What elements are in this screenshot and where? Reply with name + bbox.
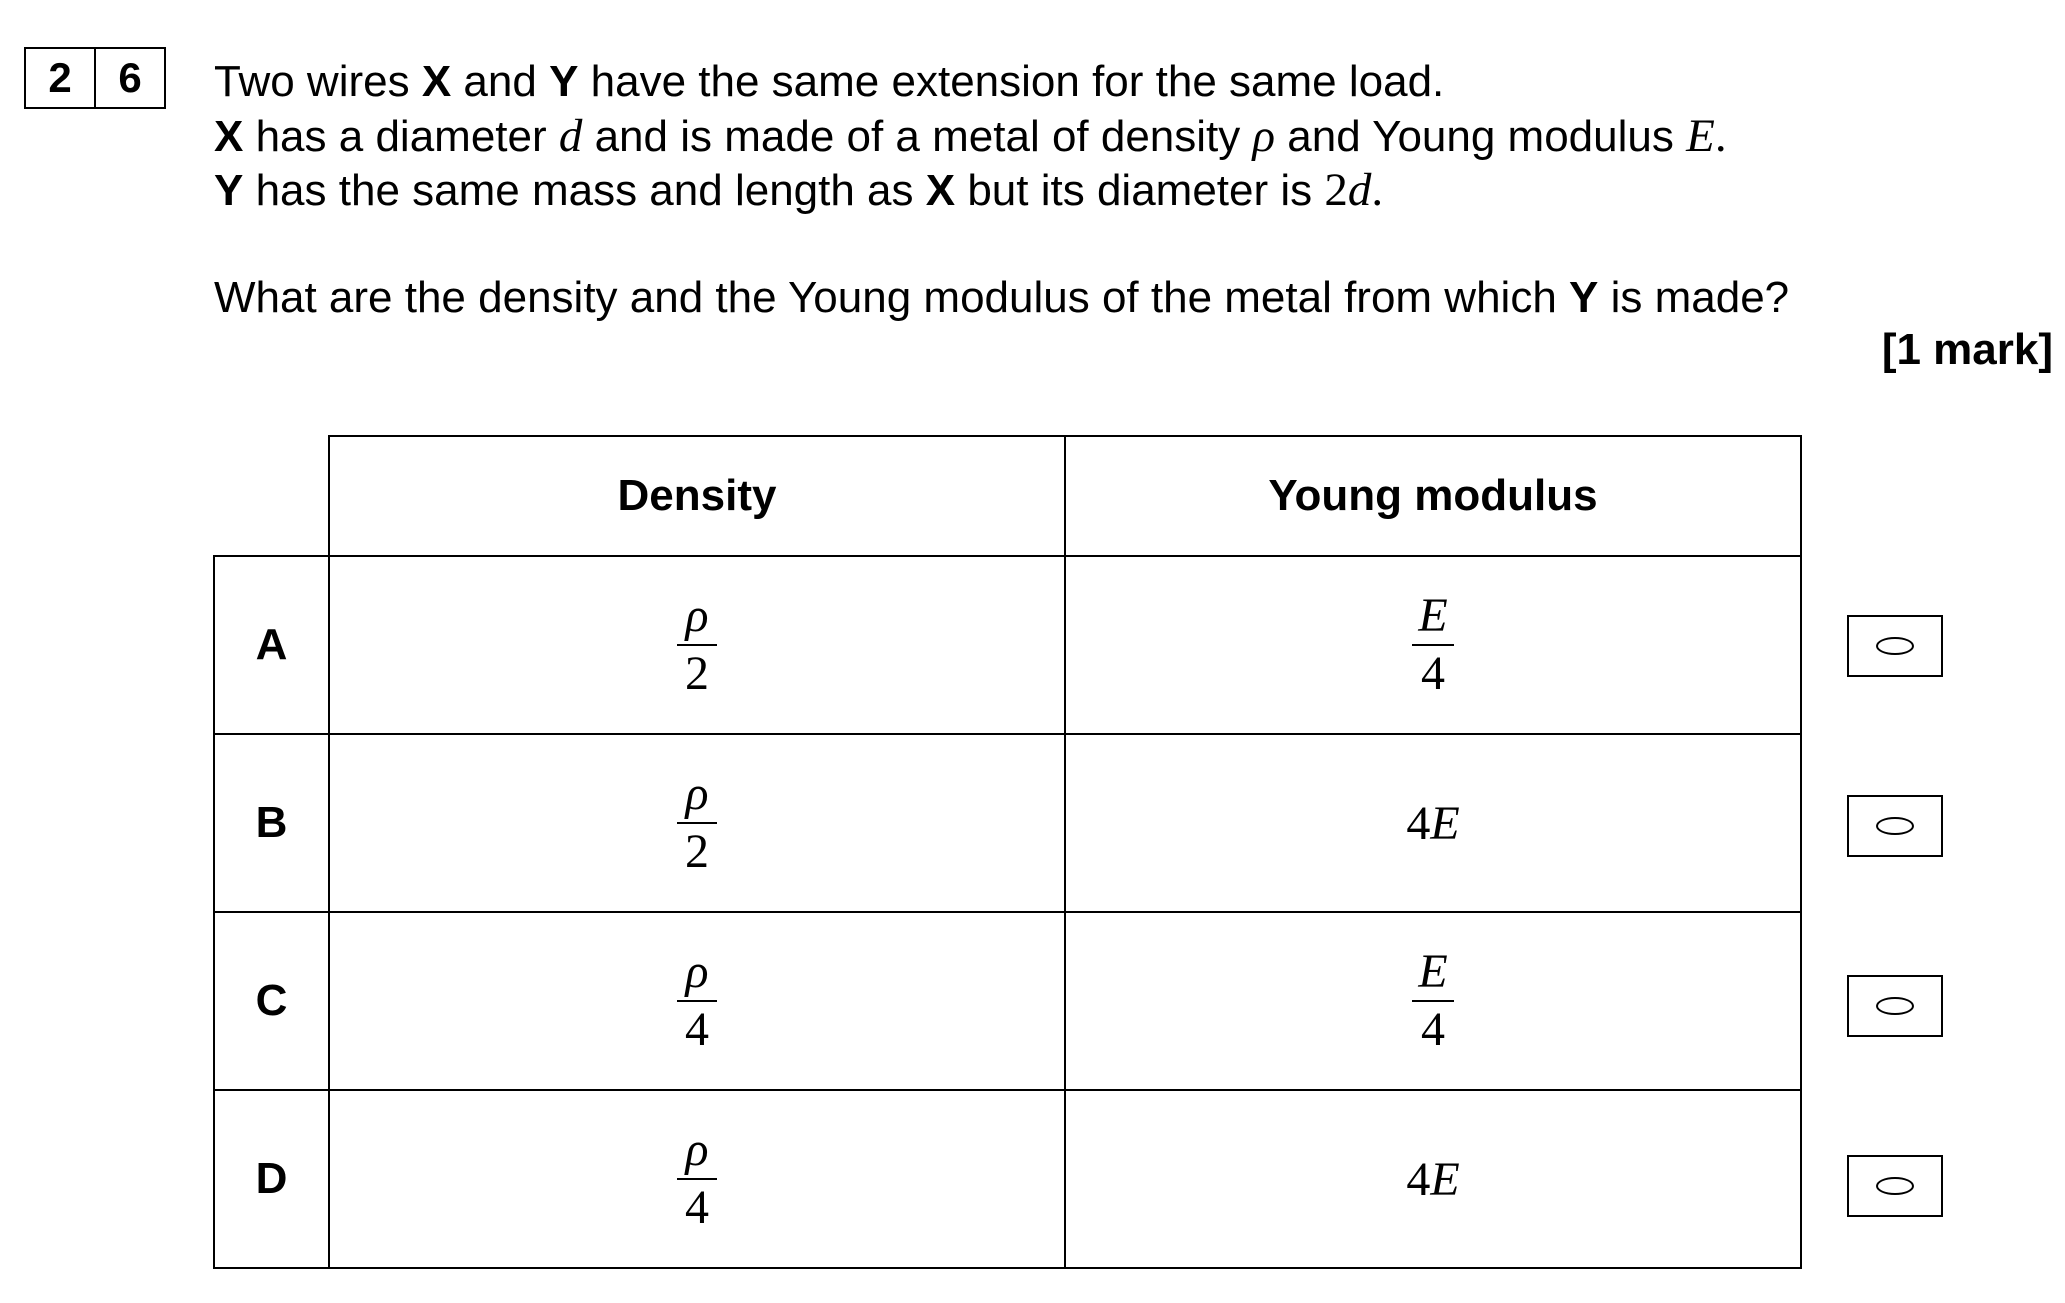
text: has a diameter [243,112,559,161]
question-number-digit-2: 6 [94,49,164,107]
young-modulus-cell [1065,734,1801,912]
modulus-symbol: E [1430,796,1460,850]
fraction-denominator: 4 [685,1181,709,1234]
density-cell [329,1090,1065,1268]
fraction-numerator: ρ [677,588,717,646]
option-row-a [214,556,1801,734]
fraction-numerator: ρ [677,766,717,824]
fraction-denominator: 4 [1420,647,1445,700]
text: . [1371,164,1384,216]
answer-bubble-b[interactable] [1847,795,1943,857]
fraction-numerator: E [1412,588,1453,646]
young-modulus-cell [1065,912,1801,1090]
oval-icon [1876,637,1914,655]
density-cell [329,912,1065,1090]
question-number-digit-1: 2 [48,54,72,101]
fraction-numerator: ρ [677,944,717,1002]
text: is made? [1598,273,1790,322]
wire-x-label: X [421,57,452,106]
option-row-b [214,734,1801,912]
wire-x-label: X [214,112,244,161]
answer-bubble-c[interactable] [1847,975,1943,1037]
modulus-coefficient: 4 [1406,1152,1431,1206]
modulus-value [1406,1153,1459,1206]
fraction-numerator: ρ [677,1122,717,1180]
text: and [451,57,550,106]
oval-icon [1876,1177,1914,1195]
modulus-symbol: E [1430,1152,1460,1206]
table-header-row [214,436,1801,556]
density-fraction [677,766,717,880]
wire-y-label: Y [549,57,579,106]
density-fraction [677,1122,717,1236]
fraction-denominator: 4 [685,1003,709,1056]
young-modulus-symbol: E [1686,110,1715,162]
blank-header-cell [214,436,329,556]
density-fraction [677,944,717,1058]
diameter-symbol: d [558,110,583,162]
text: have the same extension for the same load. [578,57,1445,106]
text: What are the density and the Young modulus of the metal from which [214,273,1570,322]
oval-icon [1876,817,1914,835]
fraction-denominator: 4 [1420,1003,1445,1056]
question-number [24,47,166,109]
option-row-d [214,1090,1801,1268]
wire-y-label: Y [214,166,244,215]
fraction-numerator: E [1412,944,1453,1002]
modulus-fraction [1412,944,1453,1058]
diameter-coefficient: 2 [1324,164,1348,216]
text: but its diameter is [955,166,1325,215]
density-fraction [677,588,717,702]
text: . [1714,110,1727,162]
density-cell [329,734,1065,912]
fraction-denominator: 2 [685,647,709,700]
text: and Young modulus [1275,112,1687,161]
wire-x-label: X [925,166,956,215]
young-modulus-cell [1065,556,1801,734]
density-header: Density [329,436,1065,556]
question-line-1 [214,55,1444,109]
marks-label: [1 mark] [1881,325,2053,374]
answer-bubble-d[interactable] [1847,1155,1943,1217]
oval-icon [1876,997,1914,1015]
option-letter: C [214,912,329,1090]
modulus-value [1406,797,1459,850]
option-letter: A [214,556,329,734]
text: Two wires [214,57,422,106]
young-modulus-cell [1065,1090,1801,1268]
text: has the same mass and length as [243,166,926,215]
wire-y-label: Y [1569,273,1599,322]
text: and is made of a metal of density [582,112,1253,161]
option-letter: D [214,1090,329,1268]
fraction-denominator: 2 [685,825,709,878]
density-symbol: ρ [1252,110,1276,162]
option-row-c [214,912,1801,1090]
modulus-coefficient: 4 [1406,796,1431,850]
answer-bubble-a[interactable] [1847,615,1943,677]
density-cell [329,556,1065,734]
options-table [213,435,1802,1269]
diameter-symbol: d [1347,164,1372,216]
question-line-2 [214,109,1727,164]
option-letter: B [214,734,329,912]
question-prompt [214,271,1789,325]
modulus-fraction [1412,588,1453,702]
young-modulus-header: Young modulus [1065,436,1801,556]
question-line-3 [214,163,1383,218]
